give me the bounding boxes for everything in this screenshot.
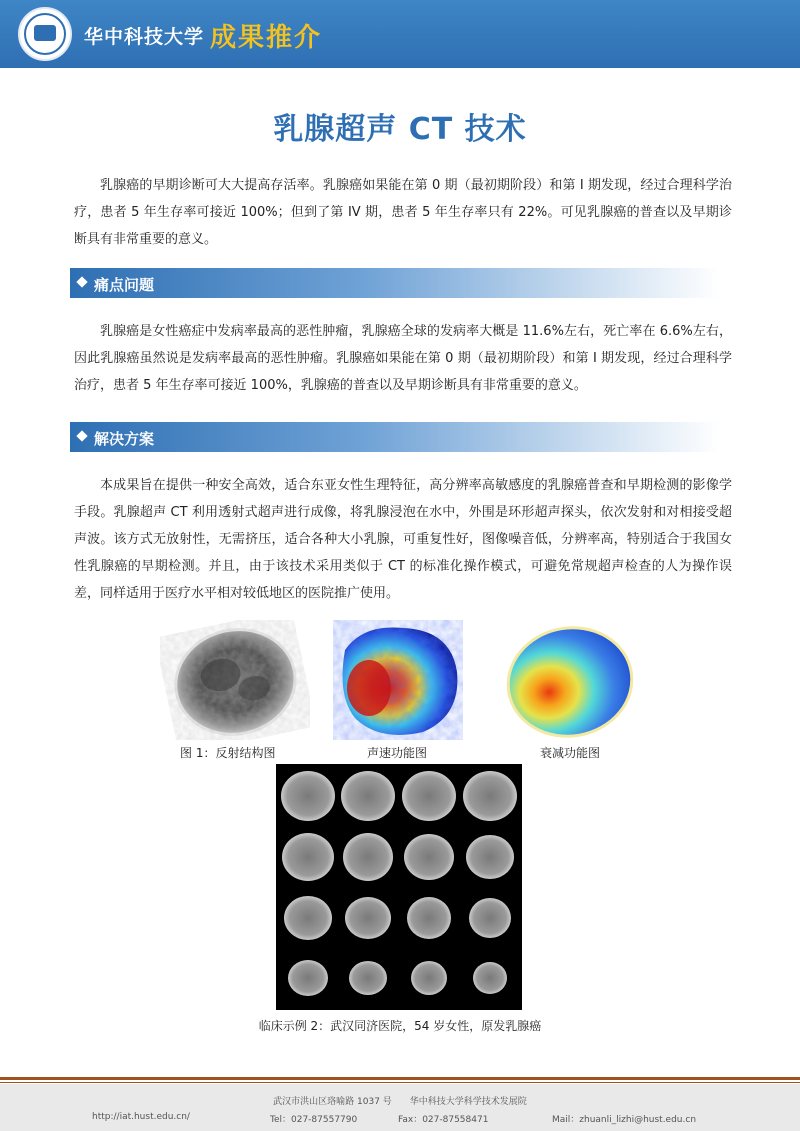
section-heading: 痛点问题 <box>94 276 155 294</box>
section-heading: 解决方案 <box>94 430 155 448</box>
slice-row-3 <box>284 896 511 940</box>
footer-fax: Fax：027-87558471 <box>398 1115 489 1125</box>
footer-address: 武汉市洪山区珞喻路 1037 号 华中科技大学科学技术发展院 <box>273 1097 527 1107</box>
figure-caption: 衰减功能图 <box>540 746 601 760</box>
footer-website-link[interactable]: http://iat.hust.edu.cn/ <box>92 1112 190 1122</box>
intro-paragraph: 乳腺癌的早期诊断可大大提高存活率。乳腺癌如果能在第 0 期（最初期阶段）和第 I 期发现，经过合理科学治疗，患者 5 年生存率可接近 100%；但到了第 IV 期，患者 5 年生存率只有 22%。可见乳腺癌的普查以及早期诊断具有非常重要的意义。 <box>74 178 732 247</box>
footer <box>0 1084 800 1131</box>
logo-core <box>34 25 56 41</box>
clinical-caption: 临床示例 2：武汉同济医院，54 岁女性，原发乳腺癌 <box>258 1019 542 1033</box>
diamond-bullet-icon <box>76 430 87 441</box>
diamond-bullet-icon <box>76 276 87 287</box>
footer-tel: Tel：027-87557790 <box>270 1115 358 1125</box>
slice-row-4 <box>288 960 507 996</box>
slice-row-1 <box>281 771 517 821</box>
university-logo-icon <box>18 7 72 61</box>
section-header-pain <box>70 268 720 298</box>
solution-paragraph: 本成果旨在提供一种安全高效，适合东亚女性生理特征，高分辨率高敏感度的乳腺癌普查和早期检测的影像学手段。乳腺超声 CT 利用透射式超声进行成像，将乳腺浸泡在水中，外围是环形超声探头，依次发射和对相接受超声波。该方式无放射性，无需挤压，适合各种大小乳腺，可重复性好，图像噪音低，分辨率高，特别适合于我国女性乳腺癌的早期检测。并且，由于该技术采用类似于 CT 的标准化操作模式，可避免常规超声检查的人为操作误差，同样适用于医疗水平相对较低地区的医院推广使用。 <box>74 478 732 601</box>
section-header-solution <box>70 422 720 452</box>
reflection-structure-image <box>160 620 310 740</box>
slice-row-2 <box>282 833 514 881</box>
sound-speed-image <box>333 620 483 740</box>
footer-mail[interactable]: Mail：zhuanli_lizhi@hust.edu.cn <box>552 1115 697 1125</box>
header-institution: 华中科技大学 <box>84 26 205 48</box>
attenuation-image <box>500 620 650 740</box>
footer-divider <box>0 1077 800 1080</box>
clinical-slice-grid <box>276 764 522 1010</box>
header-bar <box>0 0 800 68</box>
figure-caption: 声速功能图 <box>367 746 428 760</box>
header-highlight: 成果推介 <box>210 23 323 53</box>
page-title: 乳腺超声 CT 技术 <box>273 112 527 147</box>
footer-divider <box>0 1082 800 1083</box>
figure-caption: 图 1：反射结构图 <box>180 746 276 760</box>
pain-paragraph: 乳腺癌是女性癌症中发病率最高的恶性肿瘤，乳腺癌全球的发病率大概是 11.6%左右，死亡率在 6.6%左右，因此乳腺癌虽然说是发病率最高的恶性肿瘤。乳腺癌如果能在第 0 期（最初期阶段）和第 I 期发现，经过合理科学治疗，患者 5 年生存率可接近 100%，乳腺癌的普查以及早期诊断具有非常重要的意义。 <box>74 324 732 393</box>
